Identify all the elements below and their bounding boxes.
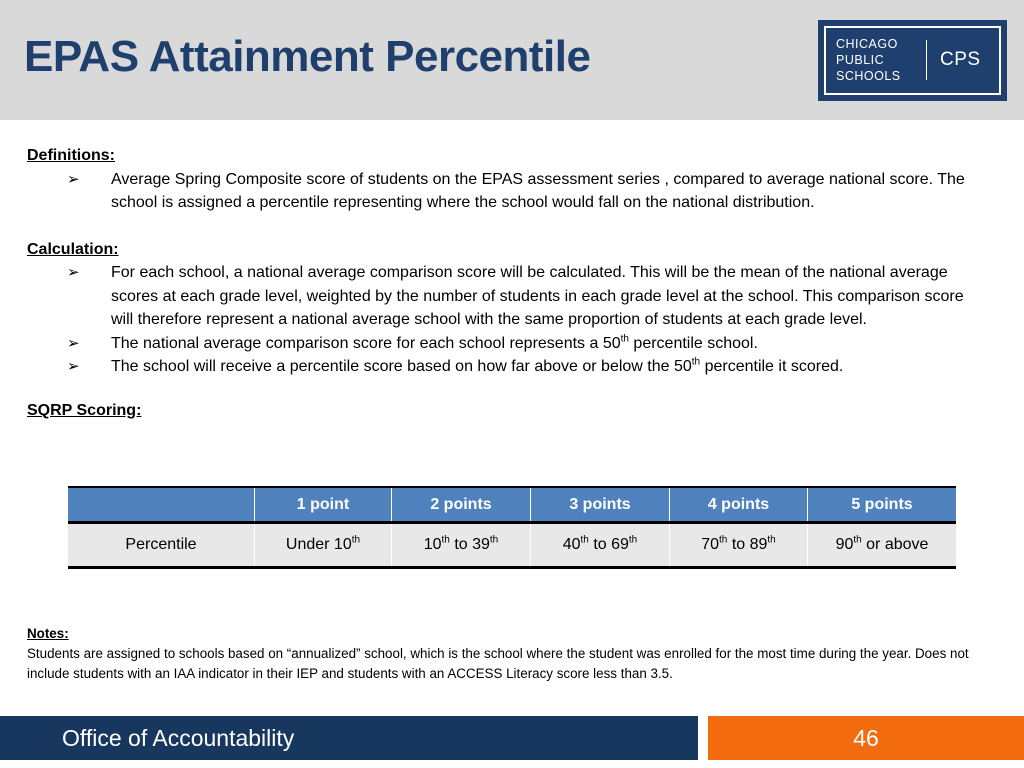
logo-divider	[926, 40, 927, 80]
cell-value: to	[588, 536, 612, 553]
superscript: th	[489, 534, 499, 546]
column-header: 4 points	[670, 487, 808, 523]
sqrp-scoring-table	[68, 486, 956, 569]
list-item	[27, 261, 987, 332]
cell-value: 10	[423, 536, 442, 553]
logo-word: SCHOOLS	[836, 69, 901, 83]
calculation-text: For each school, a national average comparison score will be calculated. This will be the mean of the national average scores at each grade level, weighted by the number of students in each grade level at the school. This comparison score will therefore represent a national average school with the same proportion of students at each grade level.	[111, 264, 964, 328]
column-header: 5 points	[808, 487, 957, 523]
column-header	[68, 487, 255, 523]
table-cell	[255, 523, 392, 568]
calculation-list	[27, 261, 987, 379]
superscript: th	[580, 534, 589, 546]
column-header: 3 points	[531, 487, 670, 523]
slide-header	[0, 0, 1024, 120]
notes-section	[27, 624, 1002, 684]
arrow-bullet-icon: ➢	[67, 334, 80, 352]
arrow-bullet-icon: ➢	[67, 358, 80, 375]
table-cell	[670, 523, 808, 568]
logo-frame	[824, 26, 1001, 95]
cell-value: Under 10	[285, 536, 352, 553]
table-header-row	[68, 487, 956, 523]
cell-value: 39	[472, 536, 490, 553]
cell-value: to	[727, 536, 750, 553]
cell-value: 89	[749, 536, 768, 553]
logo-word: CHICAGO	[836, 37, 898, 51]
cell-value: or above	[861, 536, 929, 553]
slide-title: EPAS Attainment Percentile	[24, 32, 591, 81]
slide-body	[27, 144, 987, 422]
table-cell	[531, 523, 670, 568]
superscript: th	[719, 534, 728, 546]
superscript: th	[441, 534, 450, 546]
superscript: th	[351, 534, 361, 546]
calculation-text: The school will receive a percentile score based on how far above or below the 50	[111, 358, 692, 375]
list-item	[27, 332, 987, 356]
calculation-text: percentile it scored.	[700, 358, 844, 375]
cell-value: 90	[835, 536, 854, 553]
logo-word: PUBLIC	[836, 53, 885, 67]
list-item	[27, 168, 987, 215]
calculation-text: The national average comparison score for each school represents a 50	[111, 334, 621, 352]
definition-text: Average Spring Composite score of students on the EPAS assessment series , compared to average national score. The school is assigned a percentile representing where the school would fall on the national distribution.	[111, 170, 965, 211]
calculation-heading: Calculation:	[27, 240, 119, 258]
sqrp-heading: SQRP Scoring:	[27, 401, 142, 419]
superscript: th	[691, 356, 701, 368]
footer-office-bar	[0, 716, 698, 760]
page-number: 46	[853, 725, 879, 751]
cell-value: to	[449, 536, 473, 553]
footer-office-label: Office of Accountability	[62, 725, 295, 751]
row-label: Percentile	[68, 523, 255, 568]
cell-value: 70	[701, 536, 720, 553]
column-header: 2 points	[392, 487, 531, 523]
arrow-bullet-icon: ➢	[67, 170, 80, 188]
superscript: th	[767, 534, 776, 546]
list-item	[27, 355, 987, 379]
notes-text: Students are assigned to schools based on “annualized” school, which is the school where the student was enrolled for the most time during the year. Does not include students with an IAA indicator in their IEP and students with an ACCESS Literacy score less than 3.5.	[27, 646, 969, 681]
definitions-heading: Definitions:	[27, 147, 115, 164]
cell-value: 40	[562, 536, 581, 553]
notes-heading: Notes:	[27, 626, 69, 641]
table-cell	[392, 523, 531, 568]
logo-wordmark	[836, 36, 901, 84]
arrow-bullet-icon: ➢	[67, 264, 80, 281]
superscript: th	[620, 333, 629, 345]
superscript: th	[628, 534, 638, 546]
table-cell	[808, 523, 957, 568]
column-header: 1 point	[255, 487, 392, 523]
table-row	[68, 523, 956, 568]
logo-abbreviation: CPS	[940, 49, 981, 70]
cell-value: 69	[611, 536, 629, 553]
superscript: th	[853, 534, 862, 546]
calculation-text: percentile school.	[628, 334, 758, 352]
cps-logo	[818, 20, 1007, 101]
footer-page-bar	[708, 716, 1024, 760]
definitions-list	[27, 168, 987, 215]
